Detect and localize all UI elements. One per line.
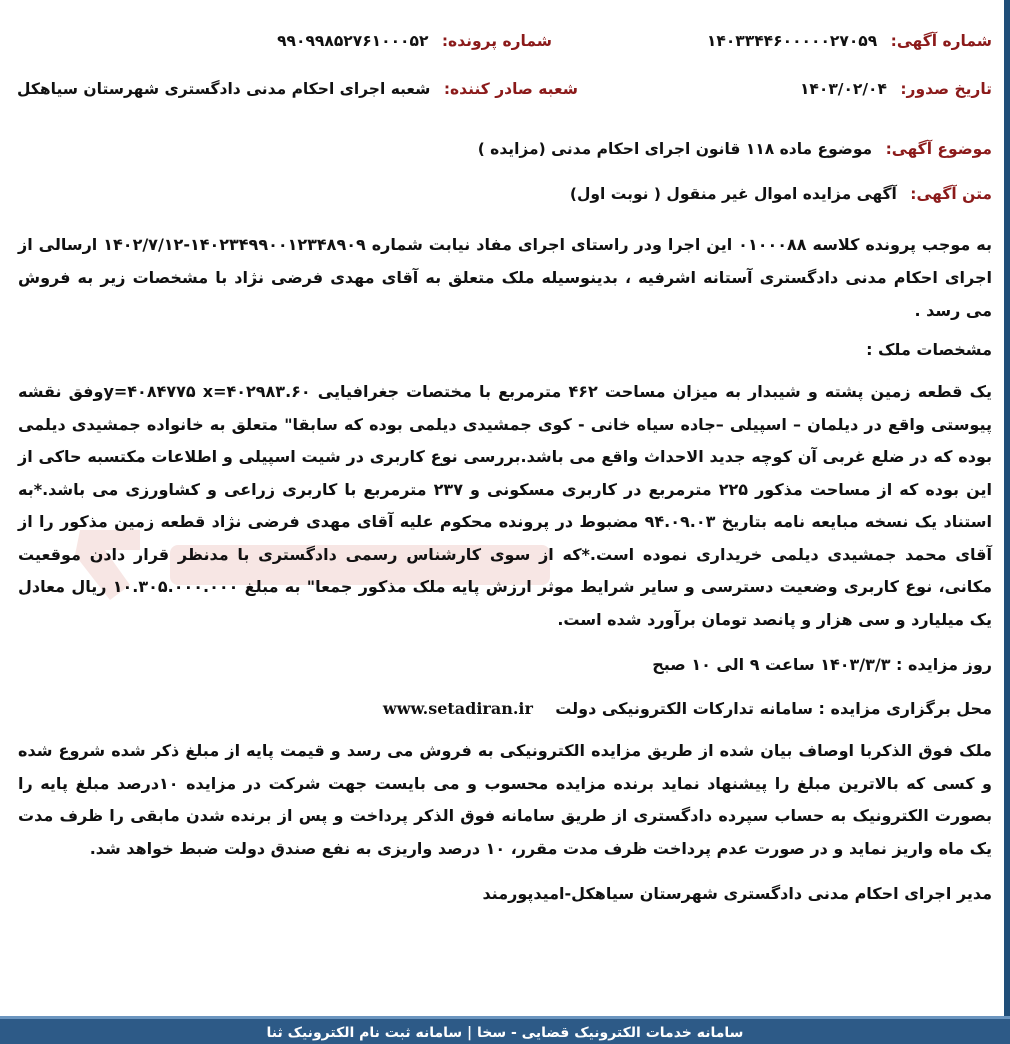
case-number-row: [277, 32, 552, 50]
issuer-row: [17, 80, 578, 98]
auction-day: روز مزایده : ۱۴۰۳/۳/۳ ساعت ۹ الی ۱۰ صبح: [652, 655, 992, 674]
ad-text-label: متن آگهی:: [910, 185, 992, 203]
footer-bar: [0, 1016, 1010, 1044]
ad-text-row: [570, 185, 992, 203]
venue-line: [18, 692, 992, 725]
subject-value: موضوع ماده ۱۱۸ قانون اجرای احکام مدنی (مزایده ): [477, 140, 873, 158]
ad-number-row: [707, 32, 992, 50]
setadiran-link[interactable]: www.setadiran.ir: [382, 699, 533, 718]
issue-date-value: ۱۴۰۳/۰۲/۰۴: [799, 80, 887, 98]
terms-paragraph: ملک فوق الذکربا اوصاف بیان شده از طریق مزایده الکترونیکی به فروش می رسد و قیمت پایه از مبلغ ذکر شده شروع شده و کسی که بالاترین مبلغ را پیشنهاد نماید برنده مزایده محسوب و می بایست جهت شرکت در مزایده ۱۰درصد مبلغ پایه را بصورت الکترونیک به حساب سپرده دادگستری از طریق سامانه فوق الذکر پرداخت و پس از برنده شدن مابقی را ظرف مدت یک ماه واریز نماید و در صورت عدم پرداخت ظرف مدت مقرر، ۱۰ درصد واریزی به نفع صندق دولت ضبط خواهد شد.: [18, 741, 993, 858]
issuer-label: شعبه صادر کننده:: [443, 80, 578, 98]
specs-title: مشخصات ملک :: [866, 340, 992, 359]
ad-number-value: ۱۴۰۳۳۴۴۶۰۰۰۰۰۲۷۰۵۹: [706, 32, 878, 50]
ad-number-label: شماره آگهی:: [890, 32, 992, 50]
signature: مدیر اجرای احکام مدنی دادگستری شهرستان سیاهکل-امیدپورمند: [482, 884, 992, 903]
case-number-label: شماره پرونده:: [441, 32, 552, 50]
intro-paragraph: به موجب پرونده کلاسه ۰۱۰۰۰۸۸ این اجرا ودر راستای اجرای مفاد نیابت شماره ۱۴۰۲۳۴۹۹۰۰۱۲۳۴۸۹۰۹-۱۴۰۲/۷/۱۲ ارسالی از اجرای احکام مدنی دادگستری آستانه اشرفیه ، بدینوسیله ملک متعلق به آقای مهدی فرضی نژاد با مشخصات زیر به فروش می رسد .: [18, 235, 993, 320]
issue-date-label: تاریخ صدور:: [900, 80, 992, 98]
subject-label: موضوع آگهی:: [885, 140, 992, 158]
venue-label: محل برگزاری مزایده : سامانه تدارکات الکترونیکی دولت: [555, 699, 992, 718]
issue-date-row: [800, 80, 992, 98]
footer-text[interactable]: سامانه خدمات الکترونیک قضایی - سخا | سامانه ثبت نام الکترونیک ثنا: [266, 1025, 744, 1041]
specs-paragraph: یک قطعه زمین پشته و شیبدار به میزان مساحت ۴۶۲ مترمربع با مختصات جغرافیایی y=۴۰۸۴۷۷۵ x=۴۰۲۹۸۳.۶۰وفق نقشه پیوستی واقع در دیلمان – اسپیلی –جاده سیاه خانی - کوی جمشیدی دیلمی بوده که سابقا" متعلق به خانواده جمشیدی دیلمی بوده که در ضلع غربی آن کوچه جدید الاحداث واقع می باشد.بررسی نوع کاربری در شیت اسپیلی و اطلاعات مکتسبه حاکی از این بوده که از مساحت مذکور ۲۲۵ مترمربع در کاربری مسکونی و ۲۳۷ مترمربع با کاربری زراعی و کشاورزی می باشد.*به استناد یک نسخه مبایعه نامه بتاریخ ۹۴.۰۹.۰۳ مضبوط در پرونده محکوم علیه آقای مهدی فرضی نژاد قطعه زمین مذکور را از آقای محمد جمشیدی دیلمی خریداری نموده است.*که از سوی کارشناس رسمی دادگستری با مدنظر قرار دادن موقعیت مکانی، نوع کاربری وضعیت دسترسی و سایر شرایط موثر ارزش پایه ملک مذکور جمعا" به مبلغ ۱۰.۳۰۵.۰۰۰.۰۰۰ ریال معادل یک میلیارد و سی هزار و پانصد تومان برآورد شده است.: [18, 382, 993, 629]
case-number-value: ۹۹۰۹۹۸۵۲۷۶۱۰۰۰۵۲: [277, 32, 429, 50]
issuer-value: شعبه اجرای احکام مدنی دادگستری شهرستان سیاهکل: [17, 80, 431, 98]
subject-row: [478, 140, 992, 158]
ad-text-title: آگهی مزایده اموال غیر منقول ( نوبت اول): [569, 185, 897, 203]
